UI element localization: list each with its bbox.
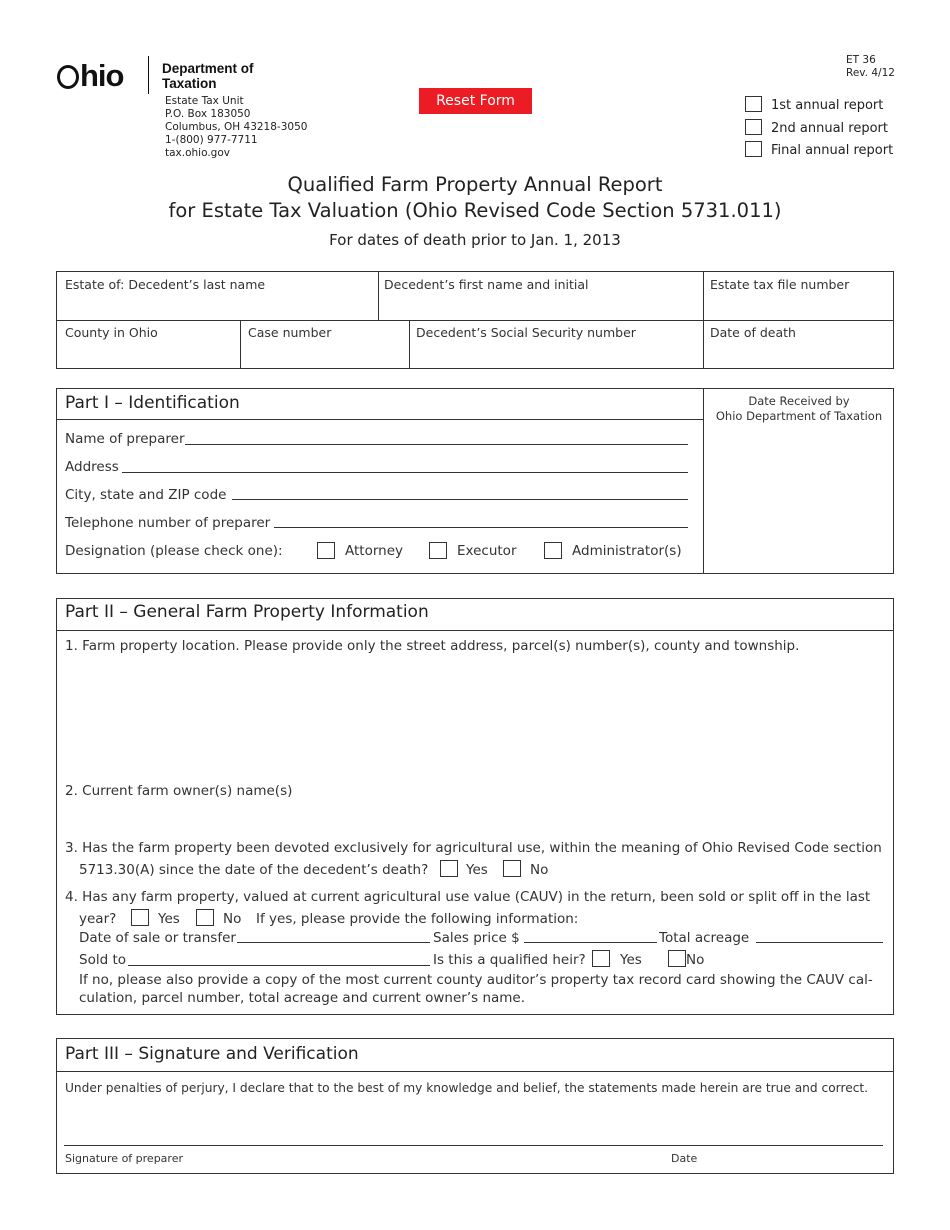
form-id [846,54,895,80]
decedent-last-name-field[interactable]: Estate of: Decedent’s last name [65,277,266,292]
telephone-label: Telephone number of preparer [65,515,271,531]
final-report-label: Final annual report [771,143,894,158]
first-report-checkbox[interactable] [745,96,762,112]
signature-date-label: Date [671,1152,698,1165]
table-divider [409,320,410,369]
attorney-label: Attorney [345,543,404,559]
city-state-zip-label: City, state and ZIP code [65,487,227,503]
q3-agricultural-use: 3. Has the farm property been devoted exclusively for agricultural use, within the meaning of Ohio Revised Code section [65,840,882,856]
second-report-checkbox[interactable] [745,119,762,135]
table-divider [378,271,379,320]
county-field[interactable]: County in Ohio [65,325,158,340]
date-of-sale-input[interactable] [237,942,430,943]
attorney-checkbox[interactable] [317,542,335,559]
date-received-line2: Ohio Department of Taxation [715,409,883,423]
address-label: Address [65,459,119,475]
city-state-zip-input[interactable] [232,499,688,500]
q3-yes-checkbox[interactable] [440,860,458,877]
designation-label: Designation (please check one): [65,543,283,559]
q4-if-no-line1: If no, please also provide a copy of the most current county auditor’s property tax record card showing the CAUV cal- [79,972,873,988]
part3-heading: Part III – Signature and Verification [65,1044,359,1064]
executor-checkbox[interactable] [429,542,447,559]
second-report-label: 2nd annual report [771,121,888,136]
farm-location-input[interactable] [65,658,885,778]
q1-farm-location: 1. Farm property location. Please provide only the street address, parcel(s) number(s), county and township. [65,638,800,654]
q4-if-no-instruction [79,971,889,1007]
qualified-heir-label: Is this a qualified heir? [433,952,586,968]
address-line: tax.ohio.gov [165,147,230,159]
ssn-field[interactable]: Decedent’s Social Security number [416,325,636,340]
date-of-sale-label: Date of sale or transfer [79,930,236,946]
reset-form-button[interactable]: Reset Form [419,88,532,114]
date-of-death-field[interactable]: Date of death [710,325,796,340]
heir-no-label: No [686,952,705,968]
address-input[interactable] [122,472,688,473]
q2-farm-owner: 2. Current farm owner(s) name(s) [65,783,293,799]
address-line: P.O. Box 183050 [165,108,251,120]
sold-to-input[interactable] [128,965,430,966]
final-report-checkbox[interactable] [745,141,762,157]
q3-agricultural-use-cont: 5713.30(A) since the date of the decedent’s death? [79,862,429,878]
q4-no-label: No [223,911,242,927]
heir-yes-checkbox[interactable] [592,950,610,967]
title-line2: for Estate Tax Valuation (Ohio Revised Code Section 5731.011) [168,199,782,222]
q3-no-checkbox[interactable] [503,860,521,877]
title-line1: Qualified Farm Property Annual Report [287,173,663,196]
table-divider [56,320,894,321]
case-number-field[interactable]: Case number [248,325,332,340]
q4-cauv-sold: 4. Has any farm property, valued at current agricultural use value (CAUV) in the return, been sold or split off in the last [65,889,871,905]
part1-heading: Part I – Identification [65,393,240,413]
perjury-declaration: Under penalties of perjury, I declare that to the best of my knowledge and belief, the statements made herein are true and correct. [65,1081,869,1095]
form-number: ET 36 [846,54,876,66]
q4-no-checkbox[interactable] [196,909,214,926]
agency-address [165,95,307,160]
q4-yes-label: Yes [158,911,180,927]
q4-year-label: year? [79,911,117,927]
first-report-label: 1st annual report [771,98,884,113]
part3-heading-divider [56,1071,894,1072]
preparer-name-label: Name of preparer [65,431,185,447]
administrator-label: Administrator(s) [572,543,682,559]
part1-heading-divider [56,419,704,420]
telephone-input[interactable] [274,527,688,528]
decedent-first-name-field[interactable]: Decedent’s first name and initial [384,277,589,292]
executor-label: Executor [457,543,517,559]
dept-line1: Department of [162,61,254,76]
address-line: Columbus, OH 43218-3050 [165,121,308,133]
ohio-logo: hio [57,58,124,94]
signature-label: Signature of preparer [65,1152,183,1165]
q3-yes-label: Yes [466,862,488,878]
sales-price-label: Sales price $ [433,930,520,946]
dept-name [162,61,254,91]
address-line: 1-(800) 977-7711 [165,134,258,146]
address-line: Estate Tax Unit [165,95,244,107]
logo-divider [148,56,149,94]
report-type-options [745,94,893,161]
form-title [0,172,950,224]
part2-heading: Part II – General Farm Property Information [65,602,429,622]
q3-no-label: No [530,862,549,878]
table-divider [703,271,704,369]
date-received-box [704,394,894,424]
part2-heading-divider [56,630,894,631]
q4-if-yes-instruction: If yes, please provide the following information: [256,911,579,927]
heir-no-checkbox[interactable] [668,950,686,967]
signature-line[interactable] [64,1145,883,1146]
preparer-name-input[interactable] [185,444,688,445]
total-acreage-label: Total acreage [659,930,750,946]
table-divider [240,320,241,369]
farm-owner-input[interactable] [300,780,885,802]
sold-to-label: Sold to [79,952,126,968]
total-acreage-input[interactable] [756,942,883,943]
form-revision: Rev. 4/12 [846,67,895,79]
form-subtitle: For dates of death prior to Jan. 1, 2013 [329,231,621,249]
sales-price-input[interactable] [524,942,657,943]
heir-yes-label: Yes [620,952,642,968]
dept-line2: Taxation [162,76,217,91]
administrator-checkbox[interactable] [544,542,562,559]
q4-yes-checkbox[interactable] [131,909,149,926]
estate-file-number-field[interactable]: Estate tax file number [710,277,850,292]
date-received-line1: Date Received by [748,394,850,408]
q4-if-no-line2: culation, parcel number, total acreage and current owner’s name. [79,990,526,1006]
